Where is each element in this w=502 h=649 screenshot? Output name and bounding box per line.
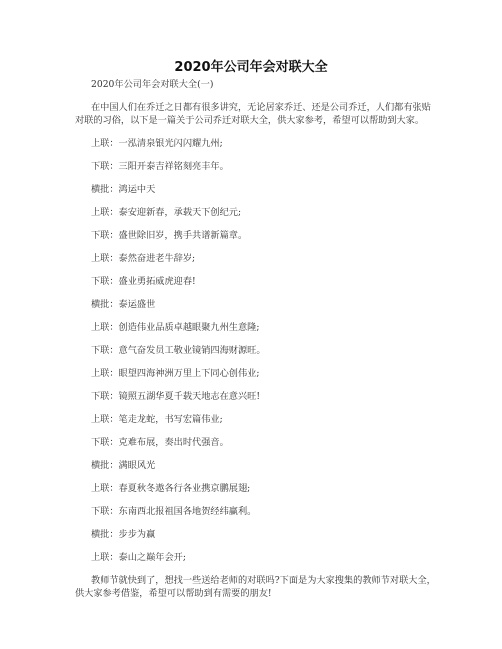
couplet-line: 横批：鸿运中天 [91, 184, 156, 195]
subtitle: 2020年公司年会对联大全(一) [91, 79, 214, 90]
closing-line-1: 教师节就快到了，想找一些送给老师的对联吗?下面是为大家搜集的教师节对联大全， [91, 575, 436, 586]
closing-line-2: 供大家参考借鉴，希望可以帮助到有需要的朋友! [75, 588, 272, 599]
couplet-line: 上联：春夏秋冬遨各行各业携京鹏展翅; [91, 483, 251, 494]
couplet-line: 下联：盛世除旧岁，携手共谱新篇章。 [91, 230, 248, 241]
couplet-list [75, 137, 435, 574]
couplet-line: 横批：泰运盛世 [91, 299, 156, 310]
couplet-line: 上联：眼望四海神洲万里上下同心创伟业; [91, 368, 260, 379]
couplet-line: 上联：泰然奋进老牛辞岁; [91, 253, 196, 264]
couplet-line: 下联：盛业勇拓威虎迎春! [91, 276, 196, 287]
couplet-line: 上联：泰山之巅年会开; [91, 552, 186, 563]
document-body [75, 78, 435, 600]
couplet-line: 横批：满眼风光 [91, 460, 156, 471]
couplet-line: 下联：镜照五湖华夏千载天地志在意兴旺! [91, 391, 261, 402]
couplet-line: 下联：克难布展，奏出时代强音。 [91, 437, 229, 448]
document-title: 2020年公司年会对联大全 [174, 60, 328, 75]
couplet-line: 下联：三阳开泰吉祥铭刻亮丰年。 [91, 161, 229, 172]
couplet-line: 下联：意气奋发员工敬业镜销四海财源旺。 [91, 345, 266, 356]
couplet-line: 下联：东南西北报祖国各地贺经纬赢利。 [91, 506, 257, 517]
couplet-line: 上联：泰安迎新春，承载天下创纪元; [91, 207, 242, 218]
couplet-line: 横批：步步为赢 [91, 529, 156, 540]
intro-line-2: 对联的习俗，以下是一篇关于公司乔迁对联大全，供大家参考，希望可以帮助到大家。 [75, 115, 425, 126]
couplet-line: 上联：笔走龙蛇，书写宏篇伟业; [91, 414, 223, 425]
couplet-line: 上联：创造伟业品质卓越眼聚九州生意隆; [91, 322, 260, 333]
intro-line-1: 在中国人们在乔迁之日都有很多讲究，无论居家乔迁、还是公司乔迁，人们都有张贴 [91, 102, 431, 113]
couplet-line: 上联：一泓清泉银光闪闪耀九州; [91, 138, 223, 149]
